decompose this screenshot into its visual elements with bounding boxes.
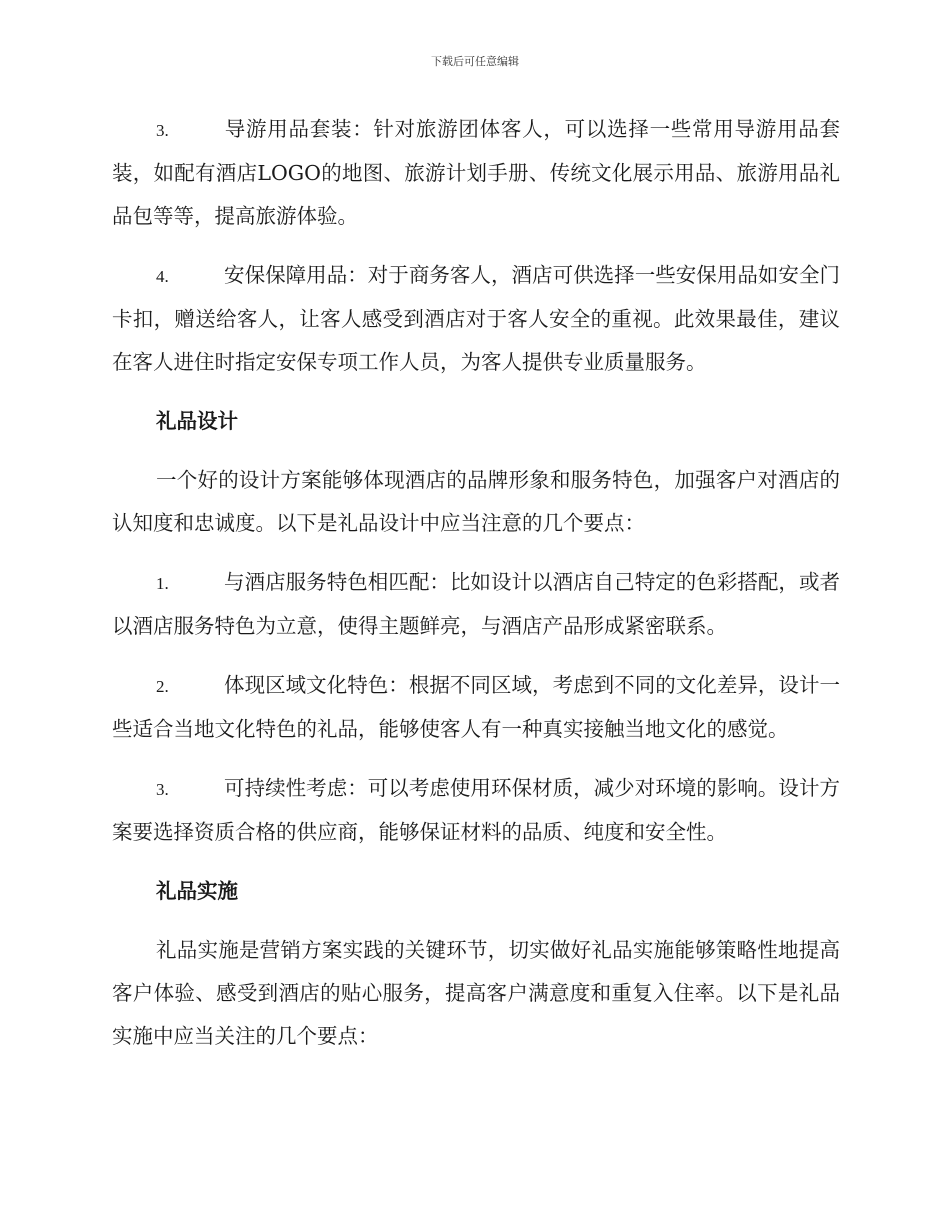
paragraph: 一个好的设计方案能够体现酒店的品牌形象和服务特色，加强客户对酒店的认知度和忠诚度。以下是礼品设计中应当注意的几个要点： <box>112 468 840 535</box>
list-item-text: 体现区域文化特色：根据不同区域，考虑到不同的文化差异，设计一些适合当地文化特色的礼品，能够使客人有一种真实接触当地文化的感觉。 <box>112 673 840 741</box>
list-number: 1. <box>156 574 169 593</box>
list-item-text: 安保保障用品：对于商务客人，酒店可供选择一些安保用品如安全门卡扣，赠送给客人，让客人感受到酒店对于客人安全的重视。此效果最佳，建议在客人进住时指定安保专项工作人员，为客人提供专业质量服务。 <box>112 263 840 374</box>
document-body <box>112 108 840 1074</box>
list-item <box>112 108 840 238</box>
page-header: 下载后可任意编辑 <box>431 55 519 68</box>
list-item <box>112 561 840 648</box>
list-item-text: 导游用品套装：针对旅游团体客人，可以选择一些常用导游用品套装，如配有酒店LOGO的地图、旅游计划手册、传统文化展示用品、旅游用品礼品包等等，提高旅游体验。 <box>112 117 840 228</box>
list-number: 3. <box>156 121 169 140</box>
section-heading-gift-implementation: 礼品实施 <box>156 879 238 903</box>
list-item <box>112 254 840 384</box>
list-item-text: 可持续性考虑：可以考虑使用环保材质，减少对环境的影响。设计方案要选择资质合格的供应商，能够保证材料的品质、纯度和安全性。 <box>112 776 840 844</box>
list-item <box>112 767 840 854</box>
list-item <box>112 664 840 751</box>
section-heading-gift-design: 礼品设计 <box>156 409 238 433</box>
list-number: 2. <box>156 677 169 696</box>
list-number: 4. <box>156 267 169 286</box>
list-item-text: 与酒店服务特色相匹配：比如设计以酒店自己特定的色彩搭配，或者以酒店服务特色为立意，使得主题鲜亮，与酒店产品形成紧密联系。 <box>112 570 840 638</box>
list-number: 3. <box>156 780 169 799</box>
paragraph: 礼品实施是营销方案实践的关键环节，切实做好礼品实施能够策略性地提高客户体验、感受到酒店的贴心服务，提高客户满意度和重复入住率。以下是礼品实施中应当关注的几个要点： <box>112 938 840 1048</box>
